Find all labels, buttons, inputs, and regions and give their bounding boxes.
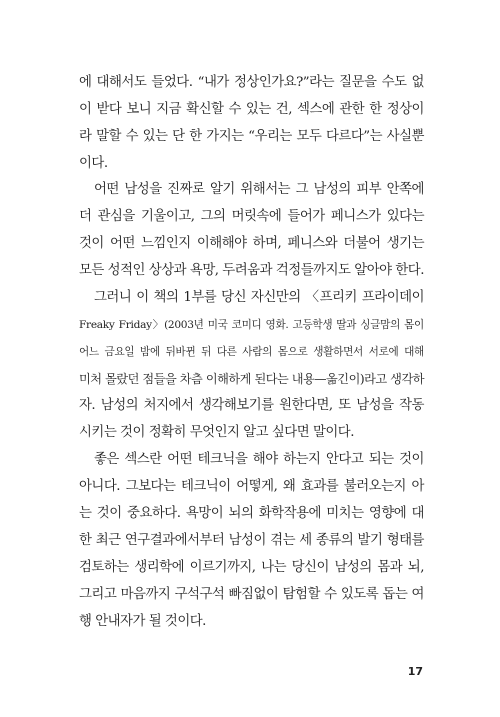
text-line: 미처 몰랐던 점들을 차츰 이해하게 된다는 내용—옮긴이)라고 생각하 — [79, 372, 424, 386]
text-line: 자. 남성의 처지에서 생각해보기를 원한다면, 또 남성을 작동 — [79, 398, 424, 413]
text-line: 한 최근 연구결과에서부터 남성이 겪는 세 종류의 발기 형태를 — [79, 533, 424, 548]
text-line-note: Freaky Friday〉(2003년 미국 코미디 영화. 고등학생 딸과 싱글맘의 몸이 — [79, 319, 424, 331]
text-line: 그러니 이 책의 1부를 당신 자신만의 〈프리키 프라이데이 — [94, 290, 424, 305]
text-line: 검토하는 생리학에 이르기까지, 나는 당신이 남성의 몸과 뇌, — [79, 560, 424, 575]
text-line: 모든 성적인 상상과 욕망, 두려움과 걱정들까지도 알아야 한다. — [79, 263, 424, 278]
text-line: 더 관심을 기울이고, 그의 머릿속에 들어가 페니스가 있다는 — [79, 209, 424, 224]
text-line: 이다. — [79, 156, 108, 171]
text-line: 아니다. 그보다는 테크닉이 어떻게, 왜 효과를 불러오는지 아 — [79, 479, 424, 494]
text-line: 그리고 마음까지 구석구석 빠짐없이 탐험할 수 있도록 돕는 여 — [79, 587, 424, 602]
text-line: 행 안내자가 될 것이다. — [79, 614, 206, 629]
text-line-note: 어느 금요일 밤에 뒤바뀐 뒤 다른 사람의 몸으로 생활하면서 서로에 대해 — [79, 346, 424, 358]
text-line: 어떤 남성을 진짜로 알기 위해서는 그 남성의 피부 안쪽에 — [94, 182, 424, 197]
text-line: 이 받다 보니 지금 확신할 수 있는 건, 섹스에 관한 한 정상이 — [79, 102, 424, 117]
text-line: 좋은 섹스란 어떤 테크닉을 해야 하는지 안다고 되는 것이 — [94, 452, 424, 467]
text-line: 시키는 것이 정확히 무엇인지 알고 싶다면 말이다. — [79, 425, 355, 440]
text-line: 는 것이 중요하다. 욕망이 뇌의 화학작용에 미치는 영향에 대 — [79, 506, 424, 521]
text-line: 에 대해서도 들었다. “내가 정상인가요?”라는 질문을 수도 없 — [79, 75, 424, 90]
page-number: 17 — [407, 665, 423, 678]
text-line: 라 말할 수 있는 단 한 가지는 “우리는 모두 다르다”는 사실뿐 — [79, 129, 424, 144]
text-line: 것이 어떤 느낌인지 이해해야 하며, 페니스와 더불어 생기는 — [79, 236, 424, 251]
